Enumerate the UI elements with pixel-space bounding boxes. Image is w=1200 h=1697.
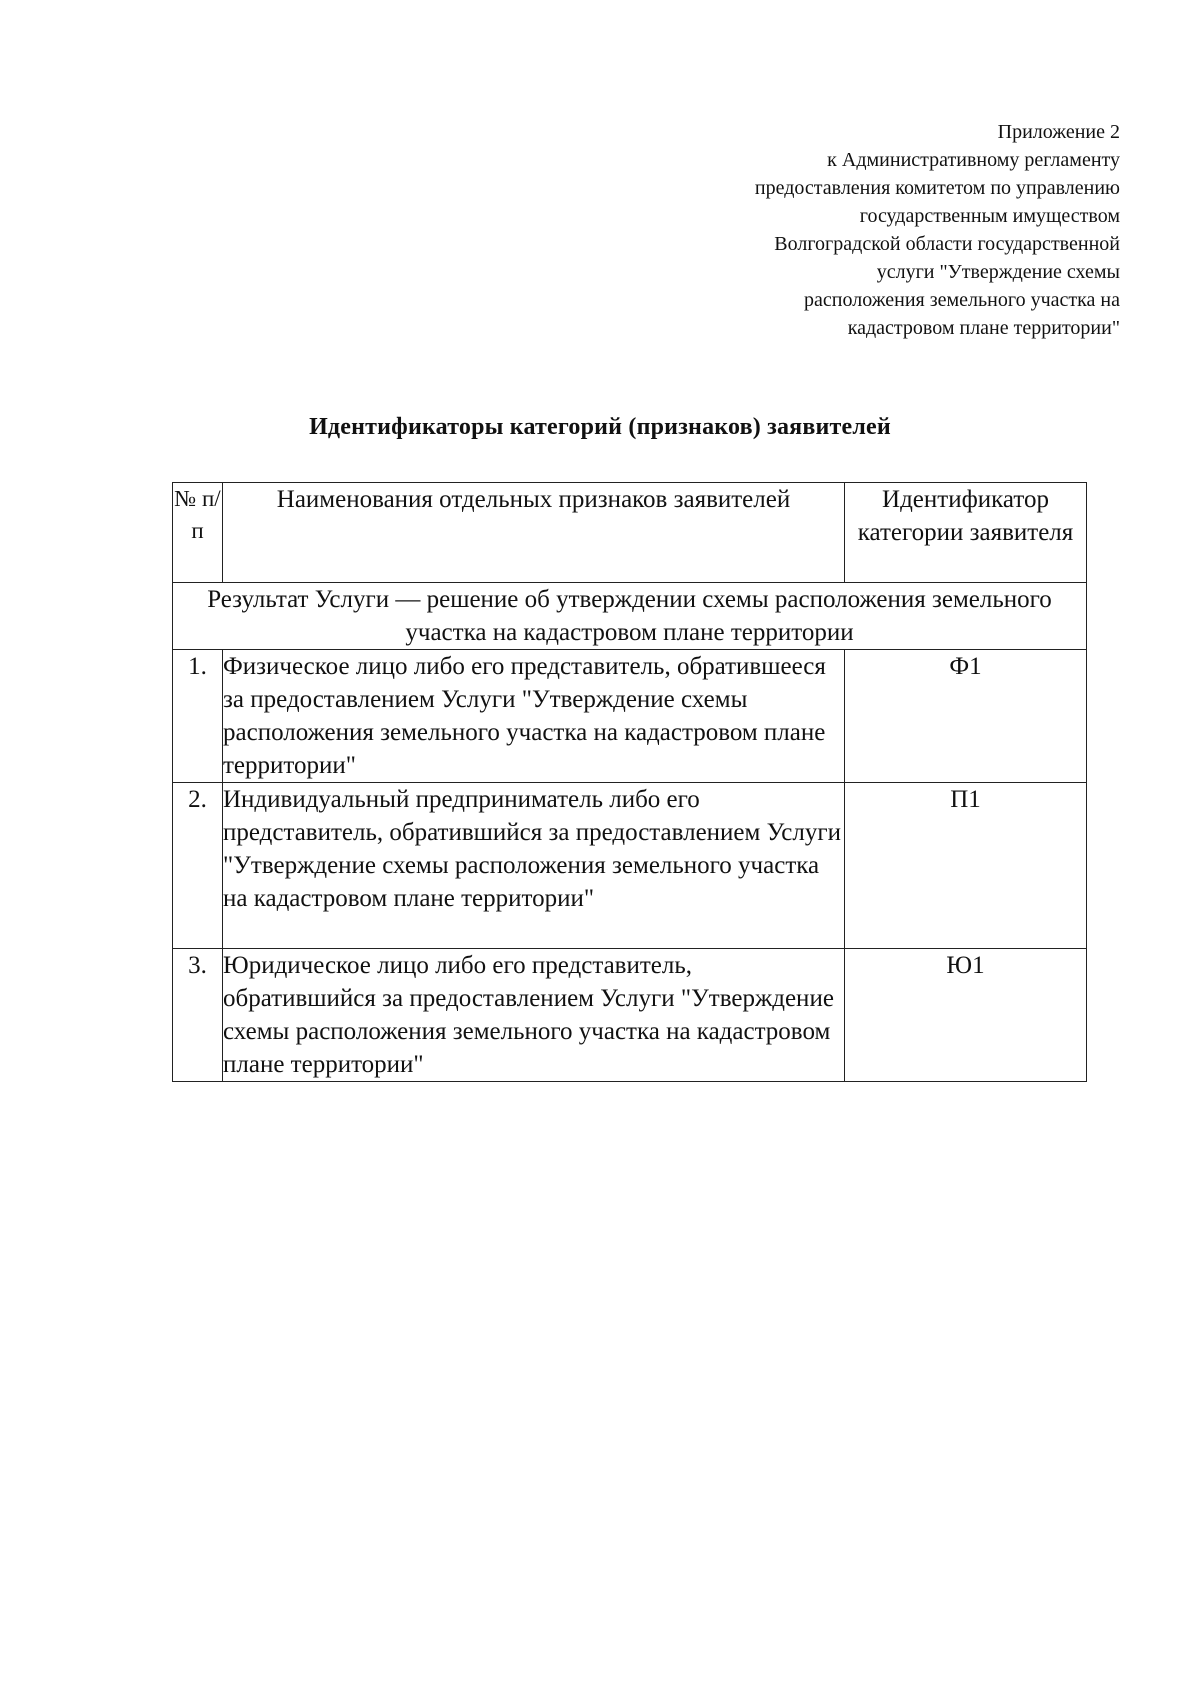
row-name: Юридическое лицо либо его представитель, обратившийся за предоставлением Услуги "Утверждение схемы расположения земельного участка на кадастровом плане территории" <box>223 949 845 1082</box>
applicant-categories-table <box>172 482 1087 1082</box>
header-identifier: Идентификатор категории заявителя <box>845 483 1087 583</box>
row-number: 2. <box>173 783 223 949</box>
appendix-header <box>600 118 1120 342</box>
appendix-line: Волгоградской области государственной <box>774 233 1120 255</box>
header-name: Наименования отдельных признаков заявителей <box>223 483 845 583</box>
appendix-line: услуги "Утверждение схемы <box>876 261 1120 283</box>
appendix-line: расположения земельного участка на <box>804 289 1120 311</box>
header-number: № п/п <box>173 483 223 583</box>
row-identifier: Ю1 <box>845 949 1087 1082</box>
section-title: Результат Услуги — решение об утверждении схемы расположения земельного участка на кадастровом плане территории <box>173 583 1087 650</box>
appendix-line: предоставления комитетом по управлению <box>754 177 1120 199</box>
appendix-line: государственным имуществом <box>859 205 1120 227</box>
table-row <box>173 783 1087 949</box>
section-row <box>173 583 1087 650</box>
table-header-row <box>173 483 1087 583</box>
row-number: 3. <box>173 949 223 1082</box>
table-row <box>173 949 1087 1082</box>
appendix-line: кадастровом плане территории" <box>847 317 1120 339</box>
row-name: Индивидуальный предприниматель либо его представитель, обратившийся за предоставлением Услуги "Утверждение схемы расположения земельного участка на кадастровом плане территории" <box>223 783 845 949</box>
document-title: Идентификаторы категорий (признаков) заявителей <box>309 414 891 440</box>
row-identifier: Ф1 <box>845 650 1087 783</box>
row-number: 1. <box>173 650 223 783</box>
row-name: Физическое лицо либо его представитель, обратившееся за предоставлением Услуги "Утверждение схемы расположения земельного участка на кадастровом плане территории" <box>223 650 845 783</box>
row-identifier: П1 <box>845 783 1087 949</box>
appendix-line: к Административному регламенту <box>827 149 1120 171</box>
table-row <box>173 650 1087 783</box>
appendix-line: Приложение 2 <box>997 121 1120 143</box>
